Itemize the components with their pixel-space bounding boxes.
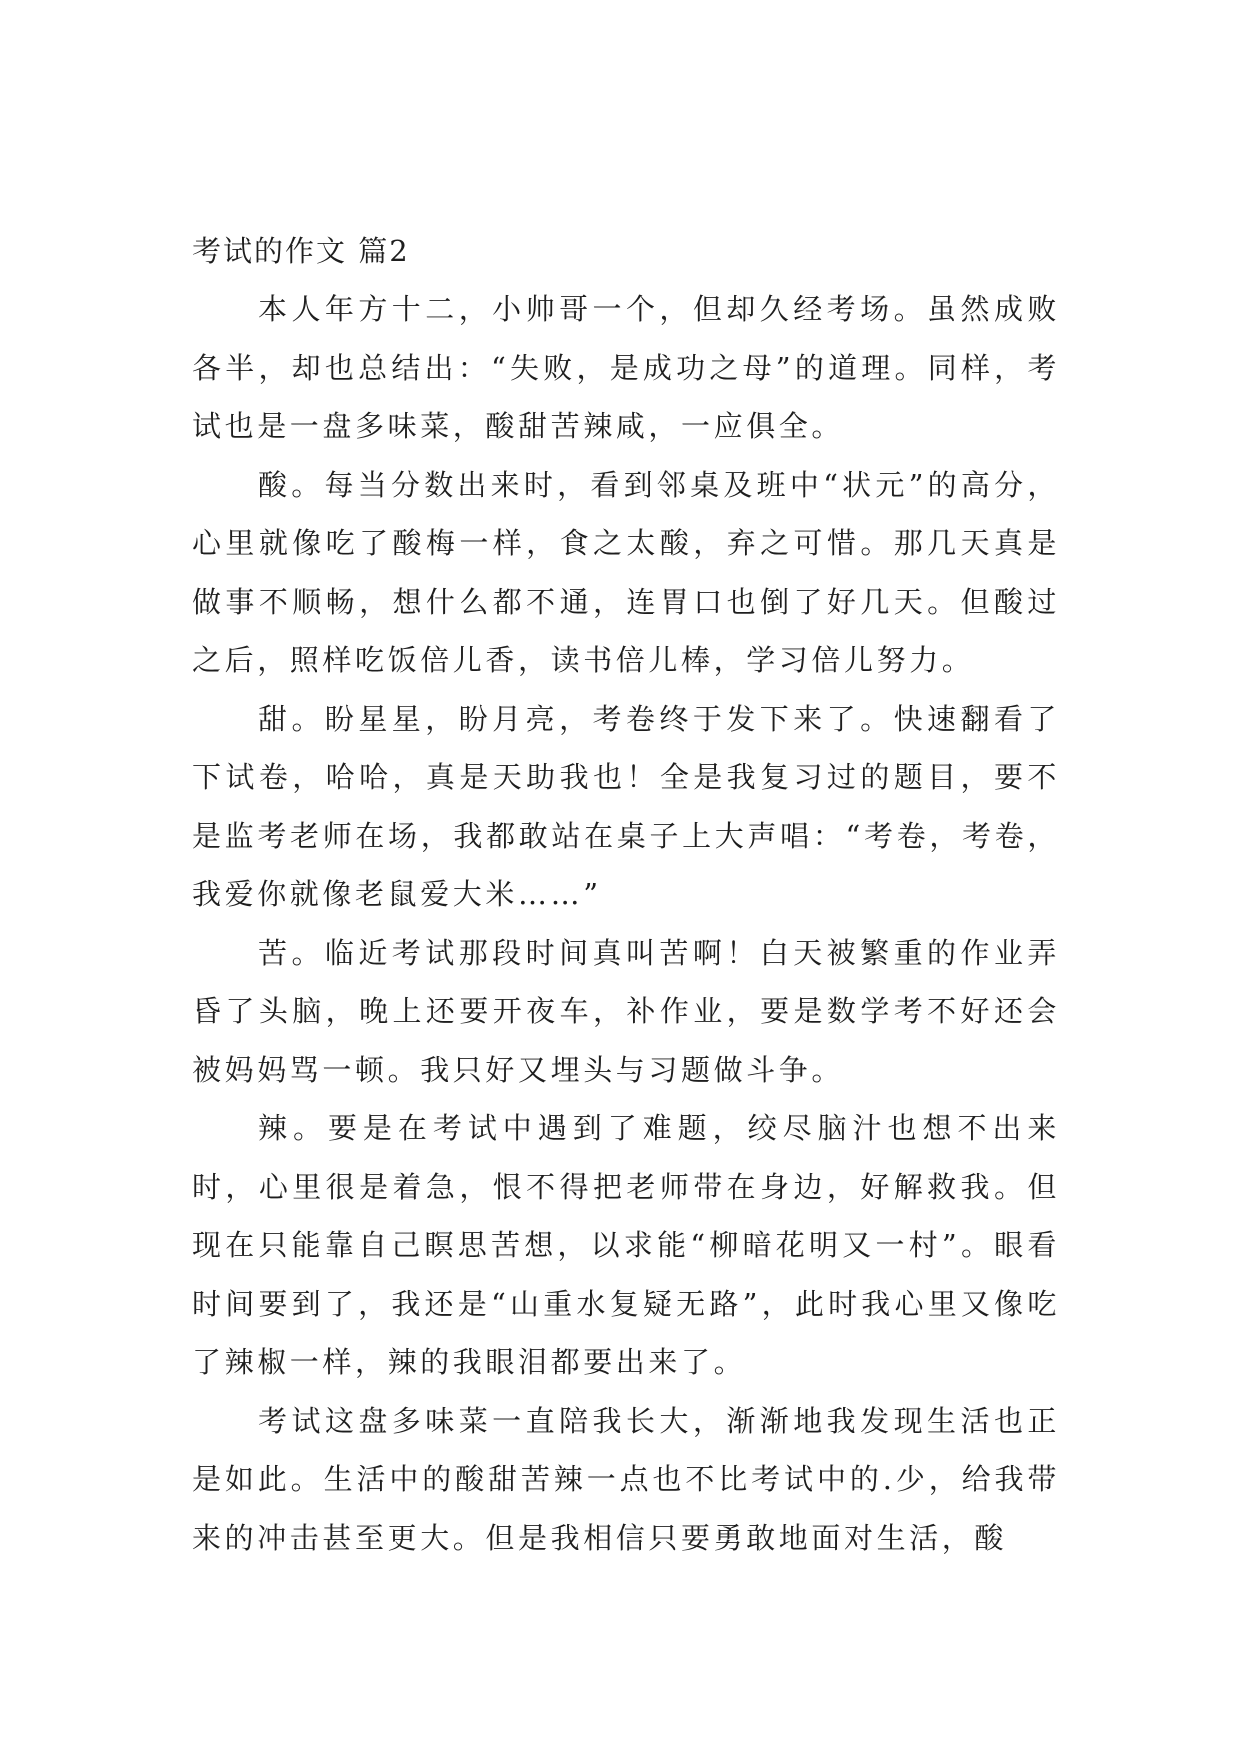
essay-title: 考试的作文 篇2 [192, 234, 410, 268]
paragraph-sweet: 甜。盼星星，盼月亮，考卷终于发下来了。快速翻看了下试卷，哈哈，真是天助我也！全是我复习过的题目，要不是监考老师在场，我都敢站在桌子上大声唱：“考卷，考卷，我爱你就像老鼠爱大米……” [192, 701, 1060, 911]
paragraph-sour: 酸。每当分数出来时，看到邻桌及班中“状元”的高分，心里就像吃了酸梅一样，食之太酸，弃之可惜。那几天真是做事不顺畅，想什么都不通，连胃口也倒了好几天。但酸过之后，照样吃饭倍儿香，读书倍儿棒，学习倍儿努力。 [192, 467, 1060, 677]
paragraph-conclusion: 考试这盘多味菜一直陪我长大，渐渐地我发现生活也正是如此。生活中的酸甜苦辣一点也不比考试中的.少，给我带来的冲击甚至更大。但是我相信只要勇敢地面对生活，酸 [192, 1403, 1060, 1555]
paragraph-intro: 本人年方十二，小帅哥一个，但却久经考场。虽然成败各半，却也总结出：“失败，是成功之母”的道理。同样，考试也是一盘多味菜，酸甜苦辣咸，一应俱全。 [192, 292, 1060, 443]
essay-body [192, 222, 1060, 1567]
paragraph-spicy: 辣。要是在考试中遇到了难题，绞尽脑汁也想不出来时，心里很是着急，恨不得把老师带在身边，好解救我。但现在只能靠自己瞑思苦想，以求能“柳暗花明又一村”。眼看时间要到了，我还是“山重水复疑无路”，此时我心里又像吃了辣椒一样，辣的我眼泪都要出来了。 [192, 1111, 1060, 1379]
paragraph-bitter: 苦。临近考试那段时间真叫苦啊！白天被繁重的作业弄昏了头脑，晚上还要开夜车，补作业，要是数学考不好还会被妈妈骂一顿。我只好又埋头与习题做斗争。 [192, 935, 1060, 1087]
